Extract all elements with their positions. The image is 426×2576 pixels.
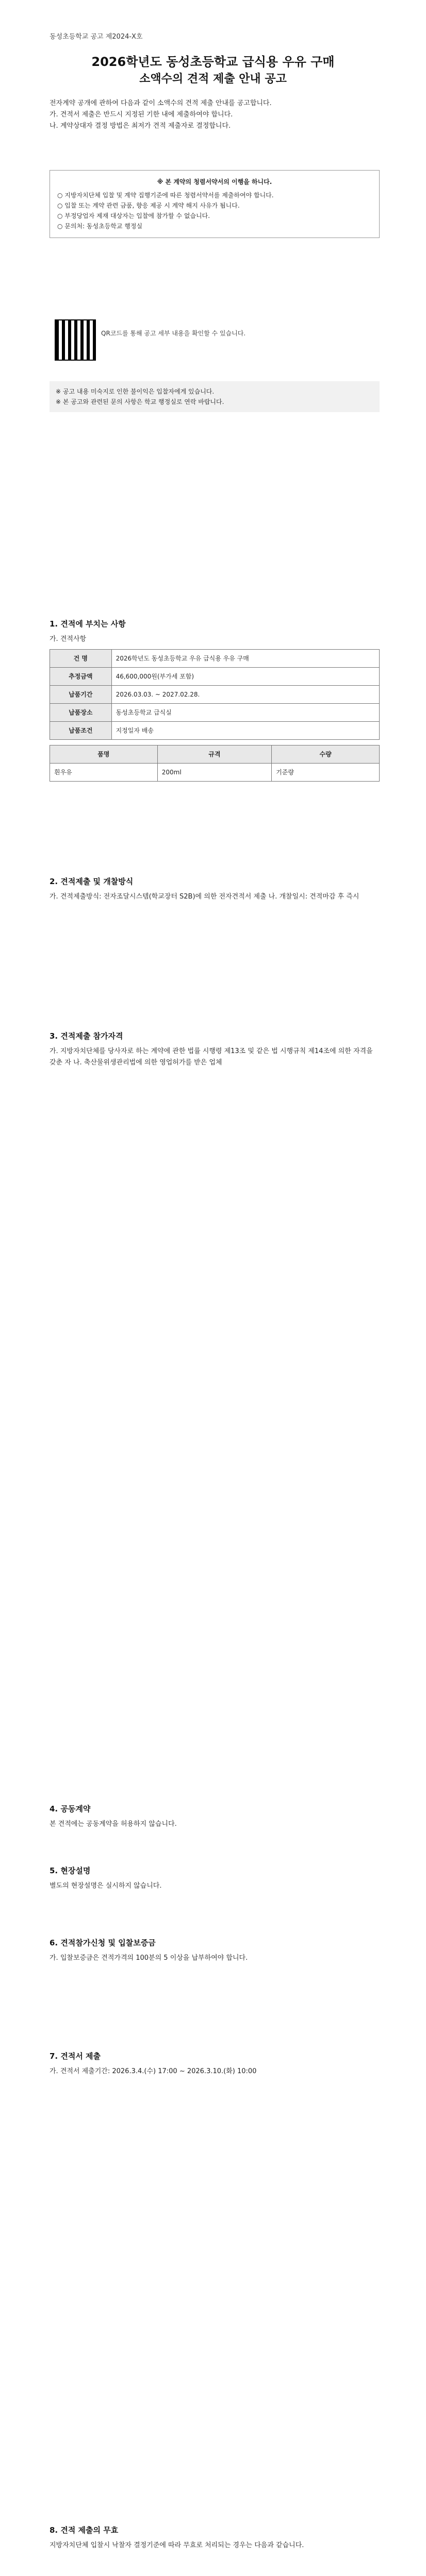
section-heading: 8. 견적 제출의 무효 <box>50 2526 119 2535</box>
section-heading: 1. 견적에 부치는 사항 <box>50 619 126 629</box>
notice-number: 동성초등학교 공고 제2024-X호 <box>50 33 143 41</box>
notice-line: ○ 문의처: 동성초등학교 행정실 <box>57 223 143 230</box>
shaded-line: ※ 본 공고와 관련된 문의 사항은 학교 행정실로 연락 바랍니다. <box>56 398 224 405</box>
row-value: 동성초등학교 급식실 <box>111 704 379 722</box>
section-4 <box>50 1803 380 1830</box>
section-heading: 6. 견적참가신청 및 입찰보증금 <box>50 1938 156 1947</box>
estimate-table <box>50 649 380 740</box>
row-label: 납품조건 <box>50 722 112 740</box>
notice-line: ○ 부정당업자 제재 대상자는 입찰에 참가할 수 없습니다. <box>57 212 210 219</box>
section-sub: 가. 견적사항 <box>50 635 87 643</box>
notice-title: ※ 본 계약의 청렴서약서의 이행을 하니다. <box>157 178 272 185</box>
section-3 <box>50 1030 380 1069</box>
table-header-row <box>50 745 380 764</box>
page-subtitle: 소액수의 견적 제출 안내 공고 <box>139 73 287 86</box>
row-value: 2026학년도 동성초등학교 우유 급식용 우유 구매 <box>111 650 379 668</box>
row-label: 납품장소 <box>50 704 112 722</box>
intro-line: 가. 견적서 제출은 반드시 지정된 기한 내에 제출하여야 합니다. <box>50 111 233 118</box>
table-row <box>50 722 380 740</box>
section-1 <box>50 618 380 782</box>
section-heading: 5. 현장설명 <box>50 1866 91 1875</box>
section-7 <box>50 2050 380 2077</box>
table-cell: 흰우유 <box>50 764 158 782</box>
section-heading: 4. 공동계약 <box>50 1804 91 1814</box>
qr-caption: QR코드를 통해 공고 세부 내용을 확인할 수 있습니다. <box>101 330 246 337</box>
integrity-notice-box <box>50 170 380 238</box>
notice-line: ○ 지방자치단체 입찰 및 계약 집행기준에 따른 청렴서약서를 제출하여야 합니다. <box>57 192 274 199</box>
section-text: 지방자치단체 입찰시 낙찰자 결정기준에 따라 무효로 처리되는 경우는 다음과 같습니다. <box>50 2541 304 2549</box>
column-header: 품명 <box>50 745 158 764</box>
shaded-notice <box>50 381 380 412</box>
section-text: 가. 견적제출방식: 전자조달시스템(학교장터 S2B)에 의한 전자견적서 제출 나. 개찰일시: 견적마감 후 즉시 <box>50 893 359 901</box>
section-text: 가. 견적서 제출기간: 2026.3.4.(수) 17:00 ~ 2026.3.10.(화) 10:00 <box>50 2067 257 2075</box>
intro-line: 전자계약 공개에 관하여 다음과 같이 소액수의 견적 제출 안내를 공고합니다. <box>50 99 272 107</box>
table-cell: 기준량 <box>272 764 380 782</box>
table-row <box>50 650 380 668</box>
item-table <box>50 745 380 782</box>
table-row <box>50 668 380 686</box>
row-label: 건 명 <box>50 650 112 668</box>
intro-text <box>50 98 380 132</box>
row-label: 납품기간 <box>50 686 112 704</box>
section-text: 가. 지방자치단체를 당사자로 하는 계약에 관한 법률 시행령 제13조 및 같은 법 시행규칙 제14조에 의한 자격을 갖춘 자 나. 축산물위생관리법에 의한 영업허가를 받은 업체 <box>50 1047 373 1066</box>
section-text: 별도의 현장설명은 실시하지 않습니다. <box>50 1882 162 1890</box>
qr-code-icon[interactable] <box>55 319 96 361</box>
notice-line: ○ 입찰 또는 계약 관련 금품, 향응 제공 시 계약 해지 사유가 됩니다. <box>57 202 240 209</box>
table-cell: 200ml <box>157 764 271 782</box>
table-row <box>50 704 380 722</box>
column-header: 수량 <box>272 745 380 764</box>
column-header: 규격 <box>157 745 271 764</box>
qr-section <box>50 319 380 366</box>
section-heading: 7. 견적서 제출 <box>50 2052 101 2061</box>
section-5 <box>50 1865 380 1892</box>
section-8 <box>50 2524 380 2551</box>
row-value: 2026.03.03. ~ 2027.02.28. <box>111 686 379 704</box>
intro-line: 나. 계약상대자 결정 방법은 최저가 견적 제출자로 결정합니다. <box>50 122 231 130</box>
row-label: 추정금액 <box>50 668 112 686</box>
section-heading: 3. 견적제출 참가자격 <box>50 1031 123 1041</box>
section-text: 가. 입찰보증금은 견적가격의 100분의 5 이상을 납부하여야 합니다. <box>50 1954 248 1962</box>
page-title: 2026학년도 동성초등학교 급식용 우유 구매 <box>91 55 335 69</box>
section-text: 본 견적에는 공동계약을 허용하지 않습니다. <box>50 1820 177 1828</box>
shaded-line: ※ 공고 내용 미숙지로 인한 불이익은 입찰자에게 있습니다. <box>56 388 215 395</box>
row-value: 지정일자 배송 <box>111 722 379 740</box>
section-heading: 2. 견적제출 및 개찰방식 <box>50 877 134 886</box>
section-6 <box>50 1937 380 1964</box>
table-row <box>50 686 380 704</box>
table-row <box>50 764 380 782</box>
section-2 <box>50 876 380 903</box>
row-value: 46,600,000원(부가세 포함) <box>111 668 379 686</box>
